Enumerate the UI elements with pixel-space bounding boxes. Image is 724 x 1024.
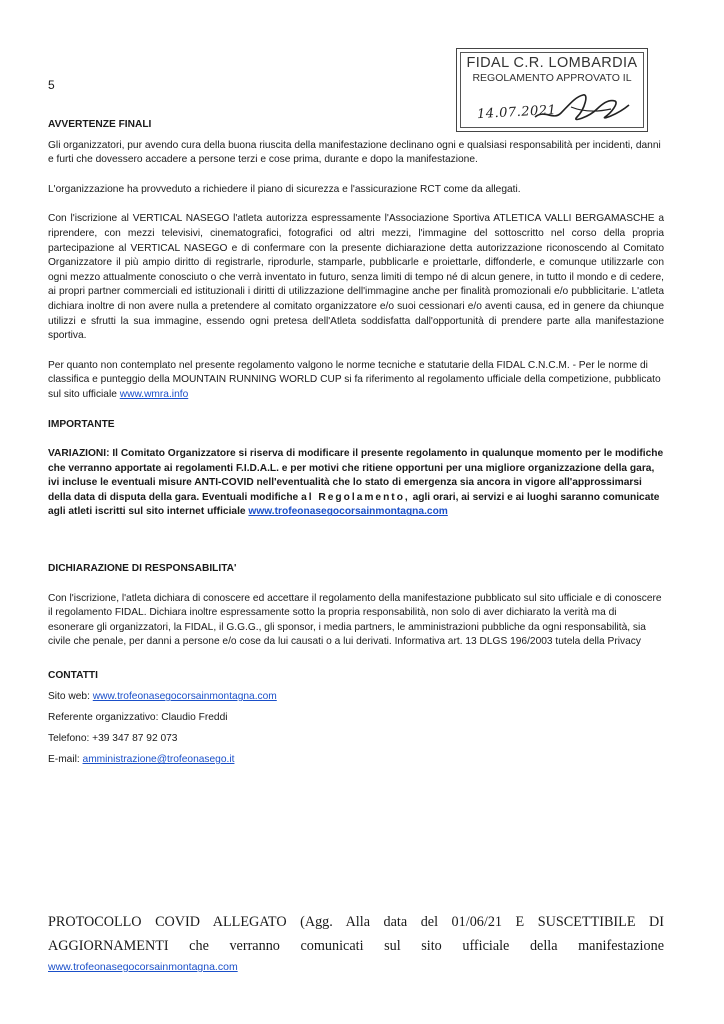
variazioni-text-a: VARIAZIONI: Il Comitato Organizzatore si riserva di modificare il presente regolamento in qualunque momento per le modifiche che verranno apportate ai regolamenti F.I.D.A.L. e per motivi che ritiene opportuni per una migliore organizzazione della gara, ivi incluse le eventuali misure ANTI-COVID nell'eventualità che lo stato di emergenza sia ancora in vigore all'approssimarsi della data di disputa della gara. Eventuali modifiche	[48, 448, 664, 503]
sito-label: Sito web:	[48, 691, 93, 703]
avvertenze-paragraph-4	[48, 359, 664, 403]
protocollo-section	[48, 910, 664, 975]
email-link[interactable]: amministrazione@trofeonasego.it	[82, 754, 235, 766]
variazioni-text-b: agli orari, ai servizi e ai luoghi saranno comunicate agli atleti iscritti sul sito internet ufficiale	[48, 491, 660, 518]
email-label: E-mail:	[48, 754, 83, 766]
protocollo-link[interactable]: www.trofeonasegocorsainmontagna.com	[48, 961, 238, 973]
contatti-referente: Referente organizzativo: Claudio Freddi	[48, 712, 228, 724]
dichiarazione-heading: DICHIARAZIONE DI RESPONSABILITA'	[48, 563, 237, 575]
avvertenze-paragraph-2: L'organizzazione ha provveduto a richiedere il piano di sicurezza e l'assicurazione RCT come da allegati.	[48, 183, 521, 195]
stamp-date: 14.07.2021	[476, 102, 557, 123]
contatti-section	[48, 668, 664, 768]
wmra-link[interactable]: www.wmra.info	[119, 388, 189, 400]
protocollo-link-line	[48, 958, 664, 975]
trofeo-site-link[interactable]: www.trofeonasegocorsainmontagna.com	[248, 506, 448, 518]
sito-web-link[interactable]: www.trofeonasegocorsainmontagna.com	[92, 691, 277, 703]
variazioni-spaced-text: al Regolamento,	[301, 491, 410, 503]
avvertenze-heading: AVVERTENZE FINALI	[48, 119, 152, 130]
contatti-email	[48, 752, 664, 768]
stamp-title: FIDAL C.R. LOMBARDIA	[466, 55, 638, 71]
contatti-heading: CONTATTI	[48, 670, 98, 682]
contatti-sito	[48, 689, 664, 705]
variazioni-paragraph	[48, 447, 664, 520]
importante-heading: IMPORTANTE	[48, 418, 115, 430]
contatti-telefono: Telefono: +39 347 87 92 073	[48, 733, 178, 745]
dichiarazione-paragraph: Con l'iscrizione, l'atleta dichiara di conoscere ed accettare il regolamento della manifestazione pubblicato sul sito ufficiale e di conoscere il regolamento FIDAL. Dichiara inoltre espressamente sotto la propria responsabilità, non solo di aver dichiarato la verità ma di esonerare gli organizzatori, la FIDAL, il G.G.G., gli sponsor, i media partners, le amministrazioni pubbliche da ogni responsabilità, sia civile che penale, per danni a persone e/o cose da lui causati o a lui derivati. Informativa art. 13 DLGS 196/2003 tutela della Privacy	[48, 592, 662, 648]
avvertenze-paragraph-1: Gli organizzatori, pur avendo cura della buona riuscita della manifestazione declinano ogni e qualsiasi responsabilità per incidenti, danni e furti che dovessero accadere a persone terzi e cose prima, durante e dopo la manifestazione.	[48, 139, 661, 166]
document-body	[48, 118, 664, 768]
avvertenze-paragraph-4-text: Per quanto non contemplato nel presente regolamento valgono le norme tecniche e statutarie della FIDAL C.N.C.M. - Per le norme di classifica e punteggio della MOUNTAIN RUNNING WORLD CUP si fa riferimento al regolamento ufficiale della competizione, pubblicato sul sito ufficiale	[48, 359, 661, 400]
protocollo-line-2: AGGIORNAMENTI che verranno comunicati sul sito ufficiale della manifestazione	[48, 938, 664, 954]
stamp-subtitle: REGOLAMENTO APPROVATO IL	[472, 72, 632, 84]
avvertenze-paragraph-3: Con l'iscrizione al VERTICAL NASEGO l'atleta autorizza espressamente l'Associazione Sportiva ATLETICA VALLI BERGAMASCHE a riprendere, con mezzi televisivi, cinematografici, fotografici od altri mezzi, l'immagine del sottoscritto nel corso della propria partecipazione al VERTICAL NASEGO e di confermare con la presente dichiarazione detta autorizzazione riconoscendo al Comitato Organizzatore il più ampio diritto di registrarle, riprodurle, stamparle, pubblicarle e proiettarle, diffonderle, e comunque utilizzarle con ogni mezzo attualmente conosciuto o che verrà inventato in futuro, senza limiti di tempo né di alcun genere, in tutto il mondo e di cedere, ai propri partner commerciali ed istituzionali i diritti di utilizzazione dell'immagine anche per finalità promozionali e/o pubblicitarie. L'atleta dichiara inoltre di non avere nulla a pretendere al comitato organizzatore e/o suoi cessionari e/o aventi causa, ed in genere da chiunque utilizzi e sfrutti la sua immagine, essendo ogni pretesa dell'Atleta soddisfatta dall'opportunità di prendere parte alla manifestazione sportiva.	[48, 213, 664, 342]
page-number: 5	[48, 78, 55, 92]
protocollo-line-1: PROTOCOLLO COVID ALLEGATO (Agg. Alla data del 01/06/21 E SUSCETTIBILE DI	[48, 914, 664, 930]
